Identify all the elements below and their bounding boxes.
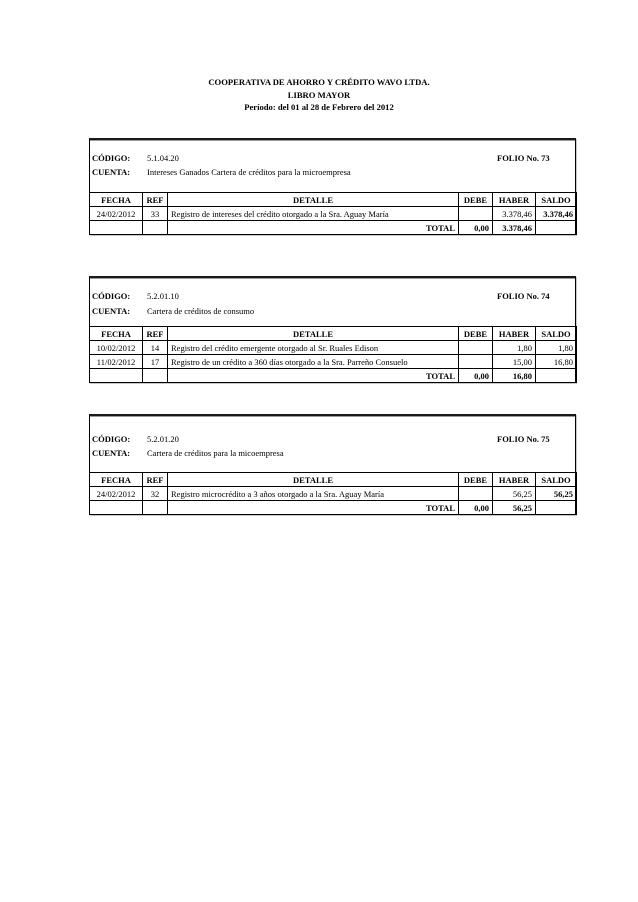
total-debe: 0,00 [459,221,493,235]
total-label: TOTAL [168,221,459,235]
total-label: TOTAL [168,369,459,383]
cell-haber: 56,25 [493,487,536,501]
table-header-row [90,473,577,487]
account-name-row [89,166,576,178]
total-debe: 0,00 [459,501,493,515]
column-header-haber: HABER [493,473,536,487]
column-header-fecha: FECHA [90,473,143,487]
cell-detalle: Registro microcrédito a 3 años otorgado a la Sra. Aguay María [168,487,459,501]
total-row [90,369,577,383]
account-name: Cartera de créditos para la micoempresa [147,448,284,458]
account-name-row [89,447,576,459]
ledger-block [89,138,576,235]
column-header-ref: REF [143,193,168,207]
column-header-saldo: SALDO [536,193,577,207]
column-header-detalle: DETALLE [168,193,459,207]
column-header-saldo: SALDO [536,327,577,341]
account-name-label: CUENTA: [92,167,131,177]
cell-saldo: 1,80 [536,341,577,355]
account-name-label: CUENTA: [92,448,131,458]
total-empty-saldo [536,501,577,515]
total-row [90,221,577,235]
cell-fecha: 11/02/2012 [90,355,143,369]
column-header-ref: REF [143,327,168,341]
cell-debe [459,487,493,501]
cell-debe [459,341,493,355]
account-name-row [89,305,576,317]
total-row [90,501,577,515]
cell-haber: 3.378,46 [493,207,536,221]
document-period: Período: del 01 al 28 de Febrero del 2012 [244,102,394,112]
total-debe: 0,00 [459,369,493,383]
total-empty-fecha [90,369,143,383]
table-row [90,341,577,355]
total-empty-ref [143,221,168,235]
cell-detalle: Registro del crédito emergente otorgado al Sr. Ruales Edison [168,341,459,355]
table-row [90,207,577,221]
account-code-label: CÓDIGO: [92,434,131,444]
cell-saldo: 16,80 [536,355,577,369]
account-code: 5.1.04.20 [147,153,179,163]
ledger-table [89,472,577,515]
cell-debe [459,207,493,221]
account-name: Intereses Ganados Cartera de créditos para la microempresa [147,167,351,177]
total-haber: 3.378,46 [493,221,536,235]
total-haber: 16,80 [493,369,536,383]
table-header-row [90,327,577,341]
folio-number: FOLIO No. 75 [497,434,550,444]
column-header-detalle: DETALLE [168,473,459,487]
column-header-debe: DEBE [459,473,493,487]
account-code-label: CÓDIGO: [92,153,131,163]
account-name-label: CUENTA: [92,306,131,316]
account-code-row [89,433,576,445]
document-title: LIBRO MAYOR [287,89,351,100]
column-header-haber: HABER [493,193,536,207]
column-header-ref: REF [143,473,168,487]
ledger-block [89,276,576,383]
table-row [90,487,577,501]
total-empty-fecha [90,221,143,235]
cell-haber: 1,80 [493,341,536,355]
cell-fecha: 10/02/2012 [90,341,143,355]
column-header-saldo: SALDO [536,473,577,487]
cell-saldo: 3.378,46 [536,207,577,221]
column-header-debe: DEBE [459,193,493,207]
table-header-row [90,193,577,207]
cell-ref: 32 [143,487,168,501]
account-code-row [89,290,576,302]
cell-ref: 14 [143,341,168,355]
total-empty-fecha [90,501,143,515]
ledger-table [89,326,577,383]
ledger-table [89,192,577,235]
account-code: 5.2.01.10 [147,291,179,301]
cell-ref: 33 [143,207,168,221]
column-header-debe: DEBE [459,327,493,341]
column-header-detalle: DETALLE [168,327,459,341]
table-row [90,355,577,369]
total-empty-ref [143,501,168,515]
cell-fecha: 24/02/2012 [90,487,143,501]
company-name: COOPERATIVA DE AHORRO Y CRÉDITO WAVO LTDA. [208,77,430,87]
folio-number: FOLIO No. 73 [497,153,550,163]
cell-detalle: Registro de intereses del crédito otorgado a la Sra. Aguay María [168,207,459,221]
column-header-fecha: FECHA [90,327,143,341]
document-header [0,76,638,114]
folio-number: FOLIO No. 74 [497,291,550,301]
total-label: TOTAL [168,501,459,515]
cell-detalle: Registro de un crédito a 360 días otorgado a la Sra. Parreño Consuelo [168,355,459,369]
cell-debe [459,355,493,369]
cell-ref: 17 [143,355,168,369]
cell-haber: 15,00 [493,355,536,369]
total-empty-saldo [536,221,577,235]
cell-saldo: 56,25 [536,487,577,501]
total-empty-ref [143,369,168,383]
column-header-haber: HABER [493,327,536,341]
column-header-fecha: FECHA [90,193,143,207]
account-code: 5.2.01.20 [147,434,179,444]
total-haber: 56,25 [493,501,536,515]
cell-fecha: 24/02/2012 [90,207,143,221]
account-name: Cartera de créditos de consumo [147,306,255,316]
total-empty-saldo [536,369,577,383]
account-code-row [89,152,576,164]
account-code-label: CÓDIGO: [92,291,131,301]
ledger-block [89,414,576,515]
